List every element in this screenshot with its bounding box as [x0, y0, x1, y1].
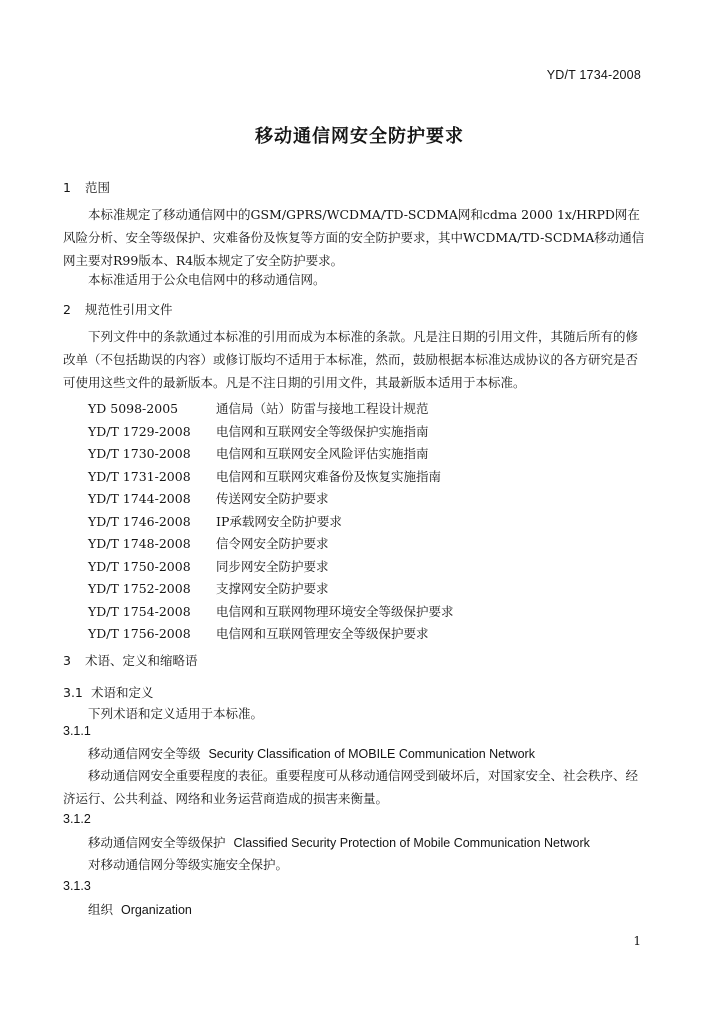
term-english: Classified Security Protection of Mobile Communication Network: [233, 836, 590, 850]
subsection-title: 术语和定义: [91, 685, 154, 700]
reference-code: YD/T 1748-2008: [88, 536, 191, 551]
term-heading: [88, 900, 192, 918]
term-definition: 移动通信网安全重要程度的表征。重要程度可从移动通信网受到破坏后，对国家安全、社会秩序、经济运行、公共利益、网络和业务运营商造成的损害来衡量。: [63, 768, 639, 806]
reference-list: [88, 398, 454, 646]
scope-paragraph-1: 本标准规定了移动通信网中的GSM/GPRS/WCDMA/TD-SCDMA网和cdma 2000 1x/HRPD网在风险分析、安全等级保护、灾难备份及恢复等方面的安全防护要求，其中WCDMA/TD-SCDMA移动通信网主要对R99版本、R4版本规定了安全防护要求。: [63, 207, 645, 268]
section-number: 3: [63, 653, 71, 668]
reference-title: 电信网和互联网管理安全等级保护要求: [216, 626, 429, 641]
reference-item: [88, 556, 454, 579]
standard-code-header: YD/T 1734-2008: [546, 68, 641, 82]
subsection-number: 3.1: [63, 685, 83, 700]
reference-code: YD/T 1729-2008: [88, 423, 191, 439]
reference-item: [88, 443, 454, 466]
reference-item: [88, 623, 454, 646]
reference-item: [88, 466, 454, 489]
section-1-heading: [63, 178, 110, 196]
reference-item: [88, 398, 454, 421]
reference-code: YD/T 1746-2008: [88, 513, 191, 529]
term-heading: [88, 744, 535, 762]
term-english: Security Classification of MOBILE Communication Network: [208, 747, 535, 761]
page-number: 1: [633, 934, 641, 948]
reference-code: YD/T 1756-2008: [88, 626, 191, 641]
scope-paragraph-2: 本标准适用于公众电信网中的移动通信网。: [88, 272, 326, 287]
reference-code: YD/T 1754-2008: [88, 603, 191, 619]
reference-code: YD/T 1744-2008: [88, 491, 191, 506]
section-2-heading: [63, 300, 173, 318]
reference-item: [88, 601, 454, 624]
terms-intro: 下列术语和定义适用于本标准。: [88, 706, 264, 721]
reference-title: 电信网和互联网安全风险评估实施指南: [216, 446, 429, 461]
term-heading: [88, 833, 590, 851]
reference-title: 支撑网安全防护要求: [216, 581, 329, 596]
reference-title: 传送网安全防护要求: [216, 491, 329, 506]
section-3-heading: [63, 651, 198, 669]
term-number: 3.1.1: [63, 724, 91, 738]
reference-title: 同步网安全防护要求: [216, 558, 329, 574]
term-chinese: 组织: [88, 902, 114, 917]
reference-title: 电信网和互联网物理环境安全等级保护要求: [216, 603, 454, 619]
document-title: 移动通信网安全防护要求: [255, 126, 464, 147]
section-number: 2: [63, 302, 71, 317]
reference-code: YD/T 1750-2008: [88, 558, 191, 574]
term-english: Organization: [120, 903, 192, 917]
references-intro: 下列文件中的条款通过本标准的引用而成为本标准的条款。凡是注日期的引用文件，其随后所有的修改单（不包括勘误的内容）或修订版均不适用于本标准，然而，鼓励根据本标准达成协议的各方研究是否可使用这些文件的最新版本。凡是不注日期的引用文件，其最新版本适用于本标准。: [63, 329, 639, 390]
reference-code: YD/T 1752-2008: [88, 581, 191, 596]
reference-item: [88, 488, 454, 511]
reference-item: [88, 578, 454, 601]
section-title: 规范性引用文件: [85, 302, 173, 317]
reference-title: 电信网和互联网安全等级保护实施指南: [216, 423, 429, 439]
subsection-3-1-heading: [63, 683, 154, 701]
term-definition: 对移动通信网分等级实施安全保护。: [88, 857, 289, 872]
reference-item: [88, 421, 454, 444]
reference-code: YD 5098-2005: [88, 401, 179, 416]
section-title: 范围: [85, 180, 111, 195]
reference-title: 信令网安全防护要求: [216, 536, 329, 551]
reference-code: YD/T 1731-2008: [88, 468, 191, 484]
reference-item: [88, 511, 454, 534]
reference-code: YD/T 1730-2008: [88, 446, 191, 461]
reference-title: IP承载网安全防护要求: [216, 513, 342, 529]
term-number: 3.1.3: [63, 879, 91, 893]
reference-title: 通信局（站）防雷与接地工程设计规范: [216, 401, 429, 416]
section-title: 术语、定义和缩略语: [85, 653, 198, 668]
reference-title: 电信网和互联网灾难备份及恢复实施指南: [216, 468, 442, 484]
term-chinese: 移动通信网安全等级保护: [88, 835, 226, 850]
section-number: 1: [63, 180, 71, 195]
term-chinese: 移动通信网安全等级: [88, 746, 201, 761]
term-number: 3.1.2: [63, 812, 91, 826]
reference-item: [88, 533, 454, 556]
